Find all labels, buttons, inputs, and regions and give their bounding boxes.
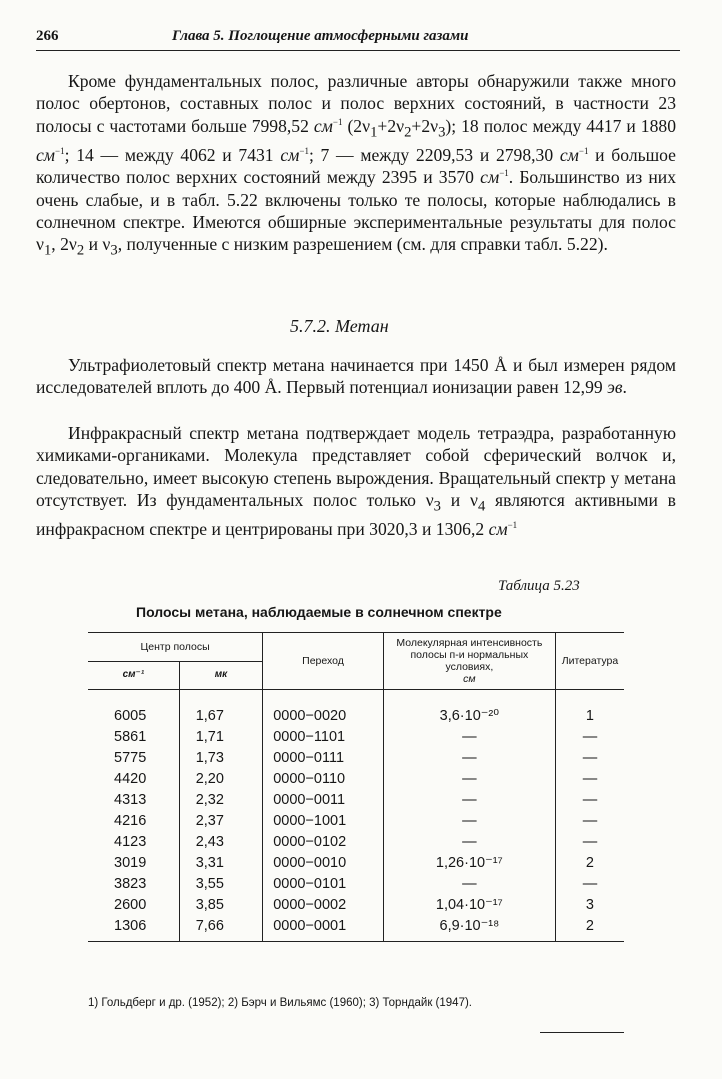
header-literature: Литература [555, 633, 624, 690]
paragraph-ultraviolet: Ультрафиолетовый спектр метана начинается при 1450 Å и был измерен рядом исследователей вплоть до 400 Å. Первый потенциал ионизации равен 12,99 эв. [36, 355, 676, 398]
table-row [88, 727, 624, 748]
cell-ref: — [582, 729, 598, 745]
table-row [88, 853, 624, 874]
cell-ref: — [582, 834, 598, 850]
cell-mk: 1,71 [179, 727, 262, 748]
cell-intensity: — [383, 811, 555, 832]
methane-bands-table [88, 632, 624, 942]
cell-intensity: — [383, 769, 555, 790]
cell-ref: — [582, 813, 598, 829]
cell-cm: 4123 [88, 832, 179, 853]
cell-intensity: — [383, 790, 555, 811]
cell-transition: 0000−0020 [263, 690, 384, 728]
header-unit-cm: см⁻¹ [88, 661, 179, 690]
cell-transition: 0000−0002 [263, 895, 384, 916]
cell-mk: 2,32 [179, 790, 262, 811]
table-row [88, 916, 624, 941]
cell-mk: 2,37 [179, 811, 262, 832]
cell-ref: — [582, 792, 598, 808]
cell-transition: 0000−1001 [263, 811, 384, 832]
cell-transition: 0000−0110 [263, 769, 384, 790]
cell-cm: 5861 [88, 727, 179, 748]
table-row [88, 895, 624, 916]
table-row [88, 790, 624, 811]
cell-transition: 0000−1101 [263, 727, 384, 748]
cell-intensity: 3,6·10⁻²⁰ [383, 690, 555, 728]
table-row [88, 690, 624, 728]
cell-intensity: — [383, 748, 555, 769]
cell-intensity: — [383, 727, 555, 748]
page-number: 266 [36, 28, 59, 44]
cell-cm: 6005 [88, 690, 179, 728]
cell-mk: 2,20 [179, 769, 262, 790]
cell-transition: 0000−0111 [263, 748, 384, 769]
cell-cm: 2600 [88, 895, 179, 916]
header-intensity-unit: см [463, 673, 476, 685]
cell-transition: 0000−0010 [263, 853, 384, 874]
table-row [88, 769, 624, 790]
running-header [36, 28, 680, 51]
table-row [88, 748, 624, 769]
cell-ref: 1 [585, 708, 594, 724]
header-transition: Переход [263, 633, 384, 690]
cell-mk: 2,43 [179, 832, 262, 853]
cell-intensity: 6,9·10⁻¹⁸ [383, 916, 555, 941]
cell-transition: 0000−0102 [263, 832, 384, 853]
cell-mk: 1,67 [179, 690, 262, 728]
cell-ref: 3 [585, 897, 594, 913]
cell-intensity: — [383, 832, 555, 853]
cell-cm: 4216 [88, 811, 179, 832]
header-intensity: Молекулярная интенсивность полосы п-и нормальных условиях, см [383, 633, 555, 690]
cell-mk: 3,85 [179, 895, 262, 916]
chapter-title: Глава 5. Поглощение атмосферными газами [172, 28, 469, 44]
section-heading: 5.7.2. Метан [290, 316, 389, 336]
cell-transition: 0000−0011 [263, 790, 384, 811]
cell-ref: — [582, 750, 598, 766]
cell-ref: 2 [585, 918, 594, 934]
cell-transition: 0000−0001 [263, 916, 384, 941]
footnote-rule [540, 1032, 624, 1033]
cell-mk: 3,31 [179, 853, 262, 874]
table-row [88, 832, 624, 853]
table-label: Таблица 5.23 [498, 578, 580, 594]
paragraph-overtone-bands: Кроме фундаментальных полос, различные авторы обнаружили также много полос обертонов, составных полос и полос верхних состояний, в частности 23 полосы с частотами больше 7998,52 $см^{-1}$ $(2\nu_1+2\nu_2+2\nu_3)$; 18 полос между 4417 и 1880 $см^{-1}$; 14 — между 4062 и 7431 $см^{-1}$; 7 — между 2209,53 и 2798,30 $см^{-1}$ и большое количество полос верхних состояний между 2395 и 3570 $см^{-1}$. Большинство из них очень слабые, и в табл. 5.22 включены только те полосы, которые наблюдались в солнечном спектре. Имеются обширные экспериментальные результаты для полос $\nu_1$, $2\nu_2$ и $\nu_3$, полученные с низким разрешением (см. для справки табл. 5.22). [36, 71, 676, 259]
cell-cm: 1306 [88, 916, 179, 941]
cell-intensity: 1,04·10⁻¹⁷ [383, 895, 555, 916]
table-caption: Полосы метана, наблюдаемые в солнечном спектре [136, 604, 502, 620]
cell-intensity: — [383, 874, 555, 895]
cell-ref: — [582, 771, 598, 787]
header-band-center: Центр полосы [88, 633, 263, 662]
table-bottom-rule [88, 941, 624, 942]
table-footnote: 1) Гольдберг и др. (1952); 2) Бэрч и Вильямс (1960); 3) Торндайк (1947). [88, 997, 472, 1009]
cell-cm: 3823 [88, 874, 179, 895]
cell-ref: 2 [585, 855, 594, 871]
cell-mk: 3,55 [179, 874, 262, 895]
cell-transition: 0000−0101 [263, 874, 384, 895]
table-row [88, 811, 624, 832]
table-row [88, 874, 624, 895]
cell-intensity: 1,26·10⁻¹⁷ [383, 853, 555, 874]
cell-cm: 5775 [88, 748, 179, 769]
cell-cm: 4420 [88, 769, 179, 790]
cell-mk: 7,66 [179, 916, 262, 941]
cell-cm: 4313 [88, 790, 179, 811]
cell-ref: — [582, 876, 598, 892]
cell-mk: 1,73 [179, 748, 262, 769]
cell-cm: 3019 [88, 853, 179, 874]
paragraph-infrared: Инфракрасный спектр метана подтверждает модель тетраэдра, разработанную химиками-органиками. Молекула представляет собой сферический волчок и, следовательно, имеет высокую степень вырождения. Вращательный спектр у метана отсутствует. Из фундаментальных полос только $\nu_3$ и $\nu_4$ являются активными в инфракрасном спектре и центрированы при 3020,3 и 1306,2 $см^{-1}$ [36, 423, 676, 540]
header-unit-mk: мк [179, 661, 262, 690]
